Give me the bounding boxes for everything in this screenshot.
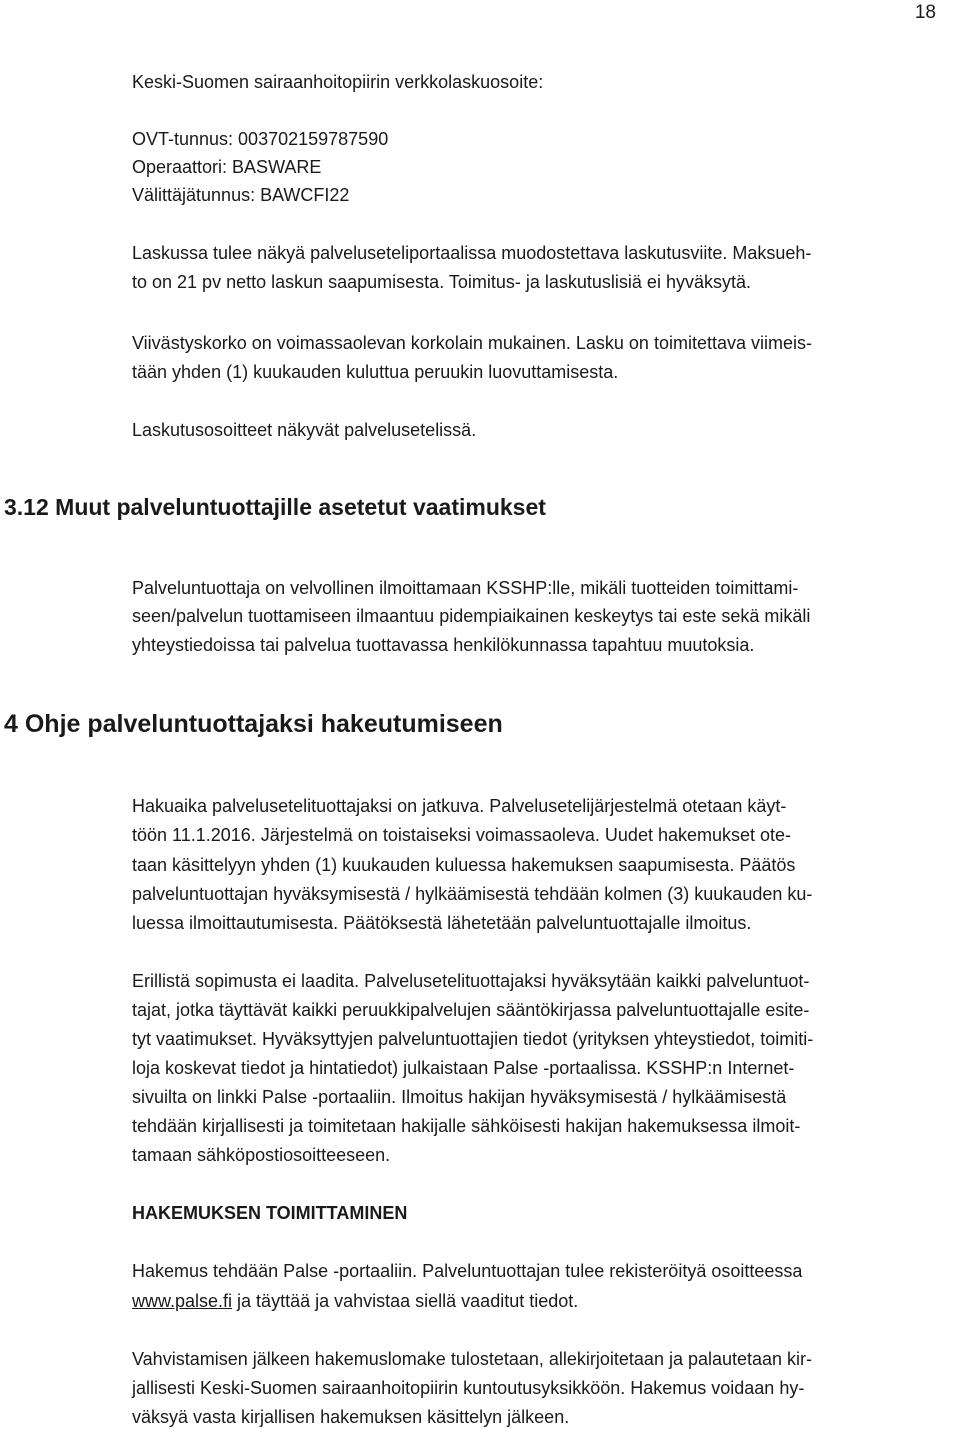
interest-para-line: Viivästyskorko on voimassaolevan korkolain mukainen. Lasku on toimitettava viimeis-: [132, 333, 812, 353]
section-heading-4: 4 Ohje palveluntuottajaksi hakeutumiseen: [4, 710, 503, 738]
invoice-para-line: Laskussa tulee näkyä palveluseteliportaalissa muodostettava laskutusviite. Maksueh-: [132, 243, 812, 263]
section-4-para1-line: palveluntuottajan hyväksymisestä / hylkäämisestä tehdään kolmen (3) kuukauden ku-: [132, 884, 813, 904]
section-heading-3-12: 3.12 Muut palveluntuottajille asetetut vaatimukset: [4, 494, 546, 520]
section-4-para2-line: tyt vaatimukset. Hyväksyttyjen palveluntuottajien tiedot (yrityksen yhteystiedot, toimiti-: [132, 1029, 814, 1049]
submission-subheading: HAKEMUKSEN TOIMITTAMINEN: [132, 1203, 408, 1223]
section-4-para2-line: tehdään kirjallisesti ja toimitetaan hakijalle sähköisesti hakijan hakemuksessa ilmoit-: [132, 1116, 801, 1136]
section-4-para4-line: väksyä vasta kirjallisen hakemuksen käsittelyn jälkeen.: [132, 1407, 570, 1427]
section-3-12-line: seen/palvelun tuottamiseen ilmaantuu pidempiaikainen keskeytys tai este sekä mikäli: [132, 606, 811, 626]
interest-para-line: tään yhden (1) kuukauden kuluttua peruukin luovuttamisesta.: [132, 362, 619, 382]
section-4-para3-line: Hakemus tehdään Palse -portaaliin. Palveluntuottajan tulee rekisteröityä osoitteessa: [132, 1261, 803, 1281]
section-4-para2-line: tajat, jotka täyttävät kaikki peruukkipalvelujen sääntökirjassa palveluntuottajalle esite-: [132, 1000, 810, 1020]
section-4-para1-line: luessa ilmoittautumisesta. Päätöksestä lähetetään palveluntuottajalle ilmoitus.: [132, 913, 752, 933]
section-4-para2-line: loja koskevat tiedot ja hintatiedot) julkaistaan Palse -portaalissa. KSSHP:n Internet-: [132, 1058, 795, 1078]
section-4-para4-line: jallisesti Keski-Suomen sairaanhoitopiirin kuntoutusyksikköön. Hakemus voidaan hy-: [132, 1378, 805, 1398]
broker-line: Välittäjätunnus: BAWCFI22: [132, 185, 350, 205]
ovt-line: OVT-tunnus: 003702159787590: [132, 129, 389, 149]
section-4-para2-line: sivuilta on linkki Palse -portaaliin. Ilmoitus hakijan hyväksymisestä / hylkäämisestä: [132, 1087, 787, 1107]
section-4-para3-line: [132, 1290, 578, 1312]
contact-title: Keski-Suomen sairaanhoitopiirin verkkolaskuosoite:: [132, 72, 544, 92]
section-3-12-line: Palveluntuottaja on velvollinen ilmoittamaan KSSHP:lle, mikäli tuotteiden toimittami-: [132, 578, 799, 598]
operator-line: Operaattori: BASWARE: [132, 157, 322, 177]
invoice-para-line: to on 21 pv netto laskun saapumisesta. Toimitus- ja laskutuslisiä ei hyväksytä.: [132, 272, 751, 292]
page-number: 18: [914, 2, 936, 23]
para3-rest: ja täyttää ja vahvistaa siellä vaaditut tiedot.: [232, 1291, 579, 1311]
section-4-para1-line: taan käsittelyyn yhden (1) kuukauden kuluessa hakemuksen saapumisesta. Päätös: [132, 855, 796, 875]
section-3-12-line: yhteystiedoissa tai palvelua tuottavassa henkilökunnassa tapahtuu muutoksia.: [132, 635, 755, 655]
section-4-para2-line: tamaan sähköpostiosoitteeseen.: [132, 1145, 391, 1165]
palse-link[interactable]: www.palse.fi: [132, 1291, 233, 1311]
section-4-para2-line: Erillistä sopimusta ei laadita. Palvelusetelituottajaksi hyväksytään kaikki palveluntuot-: [132, 971, 810, 991]
address-line: Laskutusosoitteet näkyvät palvelusetelissä.: [132, 420, 477, 440]
section-4-para4-line: Vahvistamisen jälkeen hakemuslomake tulostetaan, allekirjoitetaan ja palautetaan kir-: [132, 1349, 813, 1369]
section-4-para1-line: töön 11.1.2016. Järjestelmä on toistaiseksi voimassaoleva. Uudet hakemukset ote-: [132, 825, 792, 845]
section-4-para1-line: Hakuaika palvelusetelituottajaksi on jatkuva. Palvelusetelijärjestelmä otetaan käyt-: [132, 796, 787, 816]
